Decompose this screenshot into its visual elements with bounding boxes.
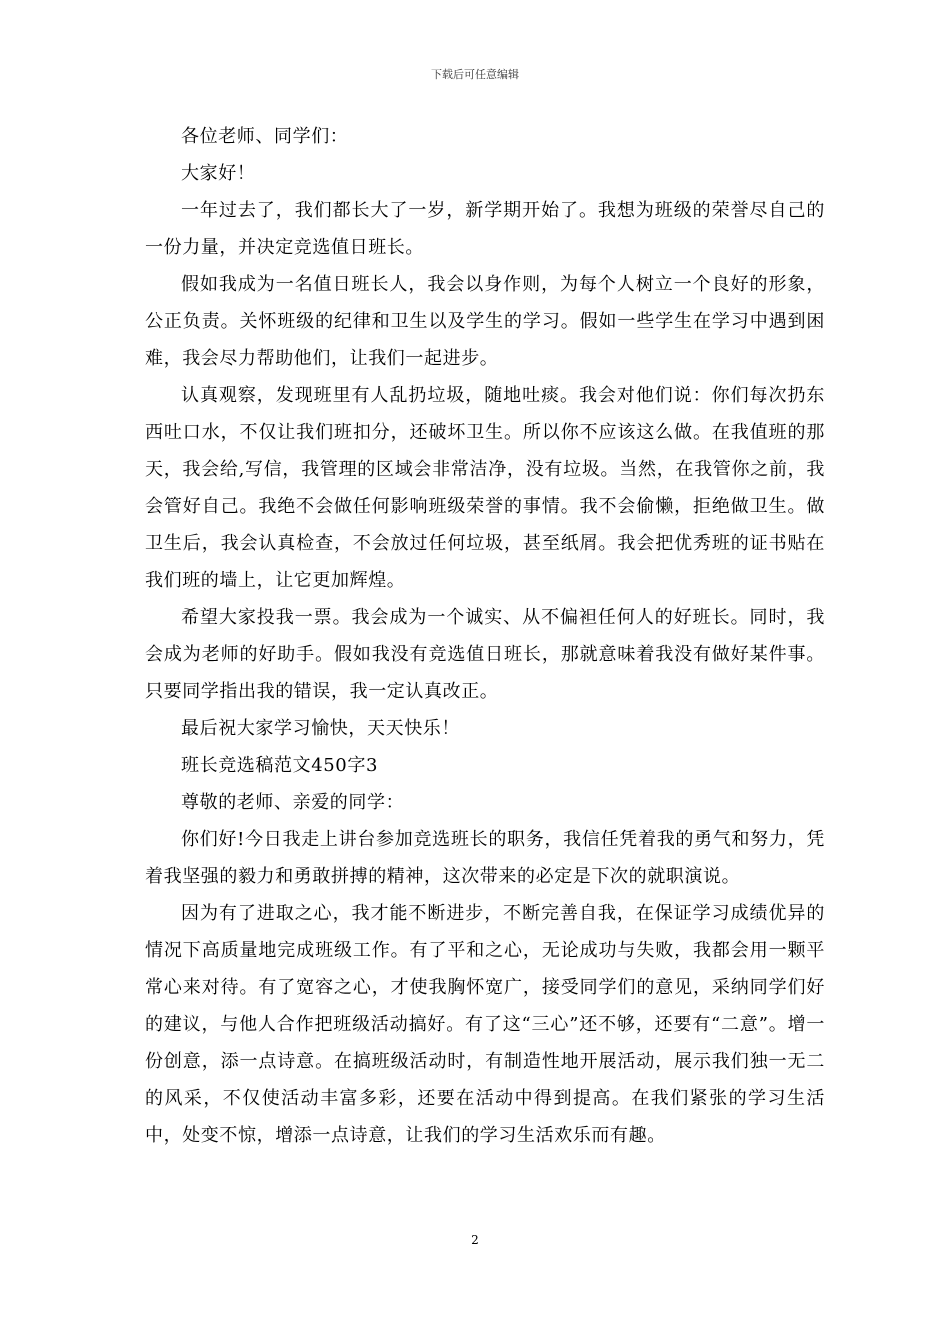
salutation: 尊敬的老师、亲爱的同学： <box>181 792 405 813</box>
header-note: 下载后可任意编辑 <box>431 68 519 81</box>
paragraph: 你们好!今日我走上讲台参加竞选班长的职务，我信任凭着我的勇气和努力，凭着我坚强的毅力和勇敢拼搏的精神，这次带来的必定是下次的就职演说。 <box>145 829 825 887</box>
paragraph: 希望大家投我一票。我会成为一个诚实、从不偏袒任何人的好班长。同时，我会成为老师的好助手。假如我没有竞选值日班长，那就意味着我没有做好某件事。只要同学指出我的错误，我一定认真改正。 <box>145 607 825 702</box>
paragraph: 假如我成为一名值日班长人，我会以身作则，为每个人树立一个良好的形象，公正负责。关怀班级的纪律和卫生以及学生的学习。假如一些学生在学习中遇到困难，我会尽力帮助他们，让我们一起进步。 <box>145 274 825 369</box>
paragraph: 认真观察，发现班里有人乱扔垃圾，随地吐痰。我会对他们说：你们每次扔东西吐口水，不仅让我们班扣分，还破坏卫生。所以你不应该这么做。在我值班的那天，我会给,写信，我管理的区域会非常洁净，没有垃圾。当然，在我管你之前，我会管好自己。我绝不会做任何影响班级荣誉的事情。我不会偷懒，拒绝做卫生。做卫生后，我会认真检查，不会放过任何垃圾，甚至纸屑。我会把优秀班的证书贴在我们班的墙上，让它更加辉煌。 <box>145 385 825 591</box>
document-body <box>145 118 825 1154</box>
paragraph: 一年过去了，我们都长大了一岁，新学期开始了。我想为班级的荣誉尽自己的一份力量，并决定竞选值日班长。 <box>145 200 825 258</box>
greeting: 大家好！ <box>181 163 256 184</box>
section-title: 班长竞选稿范文450字3 <box>181 755 379 776</box>
salutation: 各位老师、同学们： <box>181 126 349 147</box>
page-number: 2 <box>471 1233 479 1247</box>
paragraph: 因为有了进取之心，我才能不断进步，不断完善自我，在保证学习成绩优异的情况下高质量地完成班级工作。有了平和之心，无论成功与失败，我都会用一颗平常心来对待。有了宽容之心，才使我胸怀宽广，接受同学们的意见，采纳同学们好的建议，与他人合作把班级活动搞好。有了这“三心”还不够，还要有“二意”。增一份创意，添一点诗意。在搞班级活动时，有制造性地开展活动，展示我们独一无二的风采，不仅使活动丰富多彩，还要在活动中得到提高。在我们紧张的学习生活中，处变不惊，增添一点诗意，让我们的学习生活欢乐而有趣。 <box>145 903 825 1146</box>
closing-wish: 最后祝大家学习愉快，天天快乐！ <box>181 718 460 739</box>
